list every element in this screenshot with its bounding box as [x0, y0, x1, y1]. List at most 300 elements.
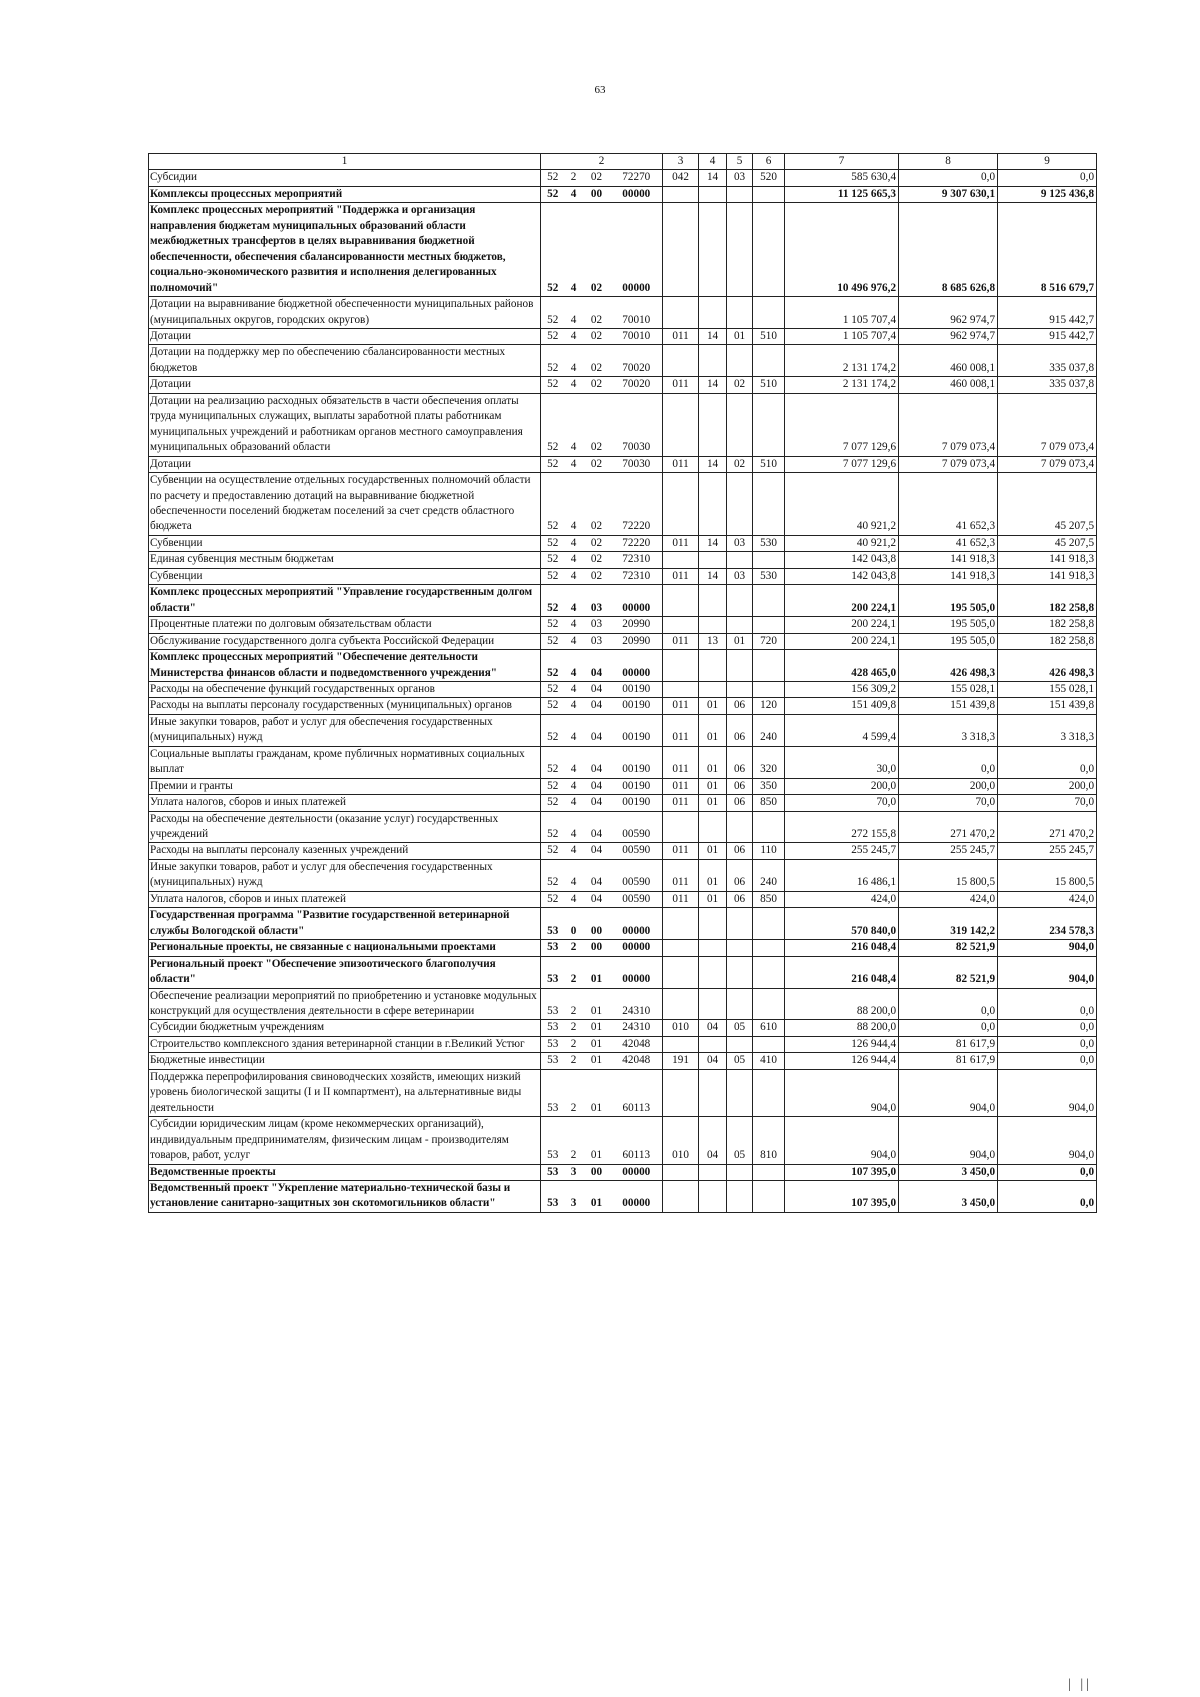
code-expense-type [753, 650, 785, 682]
code-subprogram: 4 [565, 843, 583, 859]
code-subsection: 06 [727, 746, 753, 778]
code-structure: 02 [583, 568, 611, 584]
row-name: Ведомственный проект "Укрепление материально-технической базы и установление санитарно-защитных зон скотомогильников области" [149, 1181, 541, 1213]
code-program: 52 [541, 297, 565, 329]
code-subprogram: 4 [565, 568, 583, 584]
code-subprogram: 4 [565, 617, 583, 633]
code-ministry [663, 988, 699, 1020]
header-cell: 7 [785, 154, 899, 170]
amount-year-3: 141 918,3 [998, 568, 1097, 584]
code-ministry: 011 [663, 795, 699, 811]
amount-year-3: 904,0 [998, 940, 1097, 956]
code-structure: 03 [583, 633, 611, 649]
header-cell: 5 [727, 154, 753, 170]
code-subsection [727, 203, 753, 297]
code-ministry [663, 203, 699, 297]
code-subprogram: 4 [565, 778, 583, 794]
code-direction: 00000 [611, 940, 663, 956]
code-expense-type: 530 [753, 568, 785, 584]
code-section [699, 956, 727, 988]
code-structure: 01 [583, 1117, 611, 1164]
amount-year-1: 7 077 129,6 [785, 456, 899, 472]
amount-year-2: 460 008,1 [899, 345, 998, 377]
amount-year-2: 195 505,0 [899, 585, 998, 617]
amount-year-1: 4 599,4 [785, 714, 899, 746]
amount-year-1: 126 944,4 [785, 1036, 899, 1052]
code-expense-type [753, 585, 785, 617]
code-section [699, 585, 727, 617]
code-direction: 00190 [611, 714, 663, 746]
row-name: Дотации [149, 377, 541, 393]
code-ministry: 010 [663, 1117, 699, 1164]
row-name: Премии и гранты [149, 778, 541, 794]
code-expense-type: 510 [753, 377, 785, 393]
table-row [149, 778, 1097, 794]
row-name: Субсидии бюджетным учреждениям [149, 1020, 541, 1036]
table-row [149, 297, 1097, 329]
code-section [699, 1164, 727, 1180]
row-name: Субвенции [149, 568, 541, 584]
amount-year-1: 2 131 174,2 [785, 345, 899, 377]
code-subsection: 05 [727, 1020, 753, 1036]
amount-year-2: 82 521,9 [899, 940, 998, 956]
code-subprogram: 4 [565, 186, 583, 202]
code-direction: 70020 [611, 377, 663, 393]
table-row [149, 650, 1097, 682]
code-direction: 60113 [611, 1117, 663, 1164]
code-direction: 00000 [611, 203, 663, 297]
code-structure: 02 [583, 552, 611, 568]
scan-mark: | || [1068, 1677, 1092, 1692]
code-direction: 00590 [611, 859, 663, 891]
code-expense-type [753, 186, 785, 202]
table-row [149, 1117, 1097, 1164]
code-section: 14 [699, 568, 727, 584]
code-expense-type: 510 [753, 328, 785, 344]
table-row [149, 633, 1097, 649]
amount-year-2: 962 974,7 [899, 328, 998, 344]
code-ministry: 011 [663, 328, 699, 344]
row-name: Дотации [149, 456, 541, 472]
code-expense-type: 110 [753, 843, 785, 859]
code-subprogram: 4 [565, 811, 583, 843]
amount-year-3: 335 037,8 [998, 345, 1097, 377]
code-ministry [663, 940, 699, 956]
table-row [149, 552, 1097, 568]
code-ministry: 010 [663, 1020, 699, 1036]
code-structure: 04 [583, 746, 611, 778]
code-subsection: 06 [727, 714, 753, 746]
amount-year-3: 200,0 [998, 778, 1097, 794]
code-subprogram: 4 [565, 633, 583, 649]
code-subsection: 06 [727, 891, 753, 907]
amount-year-3: 0,0 [998, 746, 1097, 778]
code-direction: 72220 [611, 473, 663, 536]
code-ministry [663, 1164, 699, 1180]
page-number: 63 [594, 84, 606, 96]
amount-year-1: 216 048,4 [785, 940, 899, 956]
code-program: 52 [541, 650, 565, 682]
amount-year-1: 904,0 [785, 1069, 899, 1116]
code-structure: 04 [583, 650, 611, 682]
code-subsection: 03 [727, 568, 753, 584]
code-direction: 24310 [611, 988, 663, 1020]
code-subprogram: 2 [565, 170, 583, 186]
code-subsection: 06 [727, 859, 753, 891]
code-expense-type: 850 [753, 891, 785, 907]
code-direction: 70010 [611, 328, 663, 344]
table-row [149, 988, 1097, 1020]
code-structure: 04 [583, 859, 611, 891]
code-subsection [727, 1181, 753, 1213]
code-program: 53 [541, 956, 565, 988]
amount-year-1: 142 043,8 [785, 552, 899, 568]
row-name: Дотации на реализацию расходных обязательств в части обеспечения оплаты труда муниципальных служащих, выплаты заработной платы работникам муниципальных учреждений и работникам органов местного самоуправления муниципальных образований области [149, 393, 541, 456]
amount-year-1: 200 224,1 [785, 633, 899, 649]
code-structure: 02 [583, 393, 611, 456]
amount-year-3: 45 207,5 [998, 535, 1097, 551]
code-structure: 04 [583, 843, 611, 859]
amount-year-3: 0,0 [998, 1164, 1097, 1180]
row-name: Единая субвенция местным бюджетам [149, 552, 541, 568]
amount-year-1: 142 043,8 [785, 568, 899, 584]
row-name: Субвенции [149, 535, 541, 551]
code-ministry [663, 1181, 699, 1213]
code-section: 14 [699, 328, 727, 344]
code-structure: 02 [583, 203, 611, 297]
code-expense-type [753, 1181, 785, 1213]
amount-year-2: 15 800,5 [899, 859, 998, 891]
code-ministry: 011 [663, 843, 699, 859]
code-expense-type [753, 473, 785, 536]
code-program: 53 [541, 908, 565, 940]
amount-year-2: 3 450,0 [899, 1164, 998, 1180]
amount-year-1: 88 200,0 [785, 1020, 899, 1036]
table-row [149, 1053, 1097, 1069]
code-direction: 00590 [611, 811, 663, 843]
code-subprogram: 2 [565, 940, 583, 956]
code-subsection [727, 345, 753, 377]
amount-year-3: 7 079 073,4 [998, 393, 1097, 456]
amount-year-2: 151 439,8 [899, 698, 998, 714]
table-row [149, 795, 1097, 811]
code-expense-type [753, 681, 785, 697]
code-structure: 02 [583, 377, 611, 393]
row-name: Региональный проект "Обеспечение эпизоотического благополучия области" [149, 956, 541, 988]
code-section: 04 [699, 1117, 727, 1164]
amount-year-3: 182 258,8 [998, 617, 1097, 633]
code-program: 52 [541, 552, 565, 568]
code-program: 53 [541, 1117, 565, 1164]
code-section [699, 650, 727, 682]
code-structure: 00 [583, 1164, 611, 1180]
code-section [699, 1036, 727, 1052]
code-subprogram: 2 [565, 1069, 583, 1116]
code-program: 52 [541, 859, 565, 891]
code-program: 52 [541, 473, 565, 536]
amount-year-1: 200 224,1 [785, 617, 899, 633]
code-program: 52 [541, 393, 565, 456]
code-structure: 03 [583, 617, 611, 633]
amount-year-1: 88 200,0 [785, 988, 899, 1020]
code-expense-type: 810 [753, 1117, 785, 1164]
code-subsection [727, 186, 753, 202]
code-direction: 72220 [611, 535, 663, 551]
code-structure: 01 [583, 1181, 611, 1213]
row-name: Иные закупки товаров, работ и услуг для обеспечения государственных (муниципальных) нужд [149, 714, 541, 746]
code-expense-type [753, 393, 785, 456]
amount-year-3: 0,0 [998, 1020, 1097, 1036]
row-name: Дотации на выравнивание бюджетной обеспеченности муниципальных районов (муниципальных округов, городских округов) [149, 297, 541, 329]
amount-year-3: 904,0 [998, 1069, 1097, 1116]
table-row [149, 617, 1097, 633]
code-direction: 72310 [611, 552, 663, 568]
amount-year-3: 904,0 [998, 956, 1097, 988]
code-expense-type [753, 811, 785, 843]
amount-year-2: 426 498,3 [899, 650, 998, 682]
code-section: 04 [699, 1020, 727, 1036]
code-ministry: 011 [663, 714, 699, 746]
code-subsection [727, 1069, 753, 1116]
code-section [699, 552, 727, 568]
code-section [699, 393, 727, 456]
code-section: 14 [699, 170, 727, 186]
code-program: 52 [541, 778, 565, 794]
table-row [149, 698, 1097, 714]
amount-year-1: 428 465,0 [785, 650, 899, 682]
code-program: 52 [541, 456, 565, 472]
code-structure: 04 [583, 681, 611, 697]
code-program: 52 [541, 585, 565, 617]
table-row [149, 811, 1097, 843]
amount-year-1: 585 630,4 [785, 170, 899, 186]
code-expense-type: 520 [753, 170, 785, 186]
code-ministry [663, 297, 699, 329]
code-direction: 70010 [611, 297, 663, 329]
code-subprogram: 4 [565, 681, 583, 697]
amount-year-3: 7 079 073,4 [998, 456, 1097, 472]
code-subsection [727, 585, 753, 617]
code-structure: 02 [583, 345, 611, 377]
table-row [149, 681, 1097, 697]
code-subprogram: 2 [565, 988, 583, 1020]
code-section [699, 1069, 727, 1116]
table-row [149, 908, 1097, 940]
row-name: Дотации [149, 328, 541, 344]
code-program: 53 [541, 940, 565, 956]
code-subsection: 02 [727, 377, 753, 393]
amount-year-1: 10 496 976,2 [785, 203, 899, 297]
row-name: Расходы на обеспечение деятельности (оказание услуг) государственных учреждений [149, 811, 541, 843]
code-ministry: 011 [663, 891, 699, 907]
code-subsection: 05 [727, 1117, 753, 1164]
code-ministry: 011 [663, 746, 699, 778]
table-row [149, 1069, 1097, 1116]
code-subprogram: 4 [565, 203, 583, 297]
table-row [149, 585, 1097, 617]
amount-year-1: 7 077 129,6 [785, 393, 899, 456]
code-subprogram: 2 [565, 1117, 583, 1164]
header-row [149, 154, 1097, 170]
code-section [699, 617, 727, 633]
amount-year-3: 915 442,7 [998, 297, 1097, 329]
code-program: 53 [541, 1069, 565, 1116]
table-row [149, 859, 1097, 891]
row-name: Иные закупки товаров, работ и услуг для обеспечения государственных (муниципальных) нужд [149, 859, 541, 891]
table-row [149, 891, 1097, 907]
code-structure: 04 [583, 714, 611, 746]
amount-year-2: 195 505,0 [899, 633, 998, 649]
code-subsection [727, 956, 753, 988]
amount-year-1: 424,0 [785, 891, 899, 907]
table-row [149, 956, 1097, 988]
code-subsection [727, 1036, 753, 1052]
row-name: Обслуживание государственного долга субъекта Российской Федерации [149, 633, 541, 649]
code-direction: 00190 [611, 681, 663, 697]
code-direction: 20990 [611, 617, 663, 633]
code-subsection [727, 681, 753, 697]
header-cell: 4 [699, 154, 727, 170]
code-expense-type [753, 297, 785, 329]
amount-year-2: 962 974,7 [899, 297, 998, 329]
amount-year-2: 7 079 073,4 [899, 393, 998, 456]
code-subprogram: 2 [565, 956, 583, 988]
code-ministry: 011 [663, 859, 699, 891]
amount-year-1: 107 395,0 [785, 1164, 899, 1180]
code-program: 52 [541, 617, 565, 633]
code-subprogram: 2 [565, 1036, 583, 1052]
code-program: 52 [541, 795, 565, 811]
amount-year-3: 271 470,2 [998, 811, 1097, 843]
amount-year-2: 81 617,9 [899, 1053, 998, 1069]
code-structure: 04 [583, 795, 611, 811]
code-subsection [727, 650, 753, 682]
code-subsection: 03 [727, 170, 753, 186]
amount-year-2: 141 918,3 [899, 552, 998, 568]
code-expense-type: 120 [753, 698, 785, 714]
amount-year-1: 40 921,2 [785, 535, 899, 551]
code-expense-type [753, 940, 785, 956]
code-section [699, 473, 727, 536]
code-ministry [663, 585, 699, 617]
code-ministry [663, 552, 699, 568]
code-program: 52 [541, 746, 565, 778]
amount-year-3: 182 258,8 [998, 585, 1097, 617]
code-ministry: 191 [663, 1053, 699, 1069]
row-name: Социальные выплаты гражданам, кроме публичных нормативных социальных выплат [149, 746, 541, 778]
amount-year-2: 41 652,3 [899, 473, 998, 536]
row-name: Расходы на выплаты персоналу государственных (муниципальных) органов [149, 698, 541, 714]
row-name: Комплекс процессных мероприятий "Обеспечение деятельности Министерства финансов области и подведомственного учреждения" [149, 650, 541, 682]
amount-year-3: 141 918,3 [998, 552, 1097, 568]
code-program: 52 [541, 345, 565, 377]
code-subprogram: 3 [565, 1164, 583, 1180]
amount-year-2: 3 450,0 [899, 1181, 998, 1213]
table-row [149, 328, 1097, 344]
header-cell: 8 [899, 154, 998, 170]
code-ministry [663, 473, 699, 536]
code-structure: 01 [583, 1036, 611, 1052]
code-ministry: 011 [663, 456, 699, 472]
code-section: 01 [699, 746, 727, 778]
amount-year-2: 904,0 [899, 1069, 998, 1116]
amount-year-1: 200,0 [785, 778, 899, 794]
code-subprogram: 4 [565, 585, 583, 617]
row-name: Комплекс процессных мероприятий "Управление государственным долгом области" [149, 585, 541, 617]
amount-year-3: 234 578,3 [998, 908, 1097, 940]
code-program: 52 [541, 186, 565, 202]
amount-year-3: 424,0 [998, 891, 1097, 907]
amount-year-1: 216 048,4 [785, 956, 899, 988]
code-ministry [663, 908, 699, 940]
amount-year-1: 1 105 707,4 [785, 328, 899, 344]
code-expense-type: 350 [753, 778, 785, 794]
row-name: Ведомственные проекты [149, 1164, 541, 1180]
amount-year-2: 7 079 073,4 [899, 456, 998, 472]
row-name: Расходы на выплаты персоналу казенных учреждений [149, 843, 541, 859]
code-subsection [727, 297, 753, 329]
code-structure: 00 [583, 940, 611, 956]
code-subsection [727, 988, 753, 1020]
amount-year-2: 424,0 [899, 891, 998, 907]
code-ministry [663, 650, 699, 682]
table-row [149, 1164, 1097, 1180]
code-section [699, 940, 727, 956]
code-program: 52 [541, 843, 565, 859]
table-row [149, 393, 1097, 456]
table-row [149, 843, 1097, 859]
amount-year-2: 460 008,1 [899, 377, 998, 393]
amount-year-2: 81 617,9 [899, 1036, 998, 1052]
code-subprogram: 4 [565, 795, 583, 811]
row-name: Комплекс процессных мероприятий "Поддержка и организация направления бюджетам муниципальных образований области межбюджетных трансфертов в целях выравнивания бюджетной обеспеченности, обеспечения сбалансированности местных бюджетов, социально-экономического развития и исполнения делегированных полномочий" [149, 203, 541, 297]
amount-year-1: 200 224,1 [785, 585, 899, 617]
code-subprogram: 3 [565, 1181, 583, 1213]
amount-year-3: 9 125 436,8 [998, 186, 1097, 202]
code-direction: 70030 [611, 393, 663, 456]
row-name: Обеспечение реализации мероприятий по приобретению и установке модульных конструкций для осуществления деятельности в сфере ветеринарии [149, 988, 541, 1020]
code-direction: 00190 [611, 698, 663, 714]
code-structure: 00 [583, 186, 611, 202]
code-program: 52 [541, 568, 565, 584]
table-row [149, 203, 1097, 297]
amount-year-2: 0,0 [899, 1020, 998, 1036]
code-subsection: 06 [727, 843, 753, 859]
code-subsection: 01 [727, 633, 753, 649]
amount-year-2: 271 470,2 [899, 811, 998, 843]
header-cell: 3 [663, 154, 699, 170]
code-subprogram: 4 [565, 473, 583, 536]
code-subsection: 06 [727, 698, 753, 714]
code-section [699, 811, 727, 843]
code-subprogram: 4 [565, 650, 583, 682]
code-structure: 04 [583, 698, 611, 714]
code-structure: 02 [583, 170, 611, 186]
amount-year-3: 335 037,8 [998, 377, 1097, 393]
code-expense-type: 240 [753, 859, 785, 891]
code-expense-type [753, 345, 785, 377]
code-structure: 04 [583, 778, 611, 794]
code-subprogram: 4 [565, 859, 583, 891]
amount-year-2: 41 652,3 [899, 535, 998, 551]
code-subsection [727, 473, 753, 536]
code-subprogram: 2 [565, 1020, 583, 1036]
row-name: Субвенции на осуществление отдельных государственных полномочий области по расчету и предоставлению дотаций на выравнивание бюджетной обеспеченности поселений бюджетам поселений за счет средств областного бюджета [149, 473, 541, 536]
code-direction: 00590 [611, 843, 663, 859]
code-ministry [663, 345, 699, 377]
code-expense-type [753, 908, 785, 940]
amount-year-2: 82 521,9 [899, 956, 998, 988]
